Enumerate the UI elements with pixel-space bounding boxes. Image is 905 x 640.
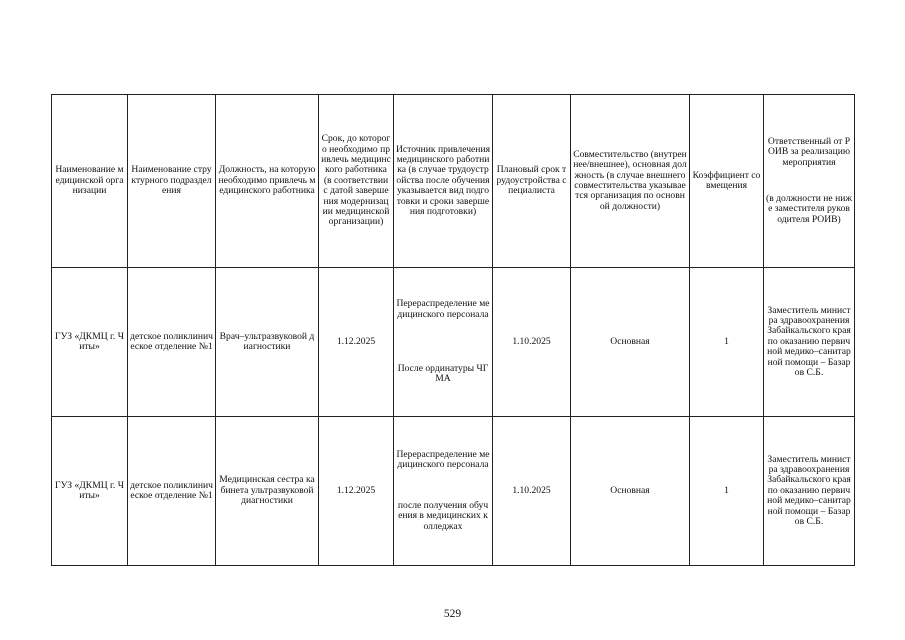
page-number: 529: [443, 608, 462, 620]
staffing-table: [51, 94, 855, 566]
cell-org: ГУЗ «ДКМЦ г. Читы»: [52, 417, 128, 566]
cell-deadline: 1.12.2025: [319, 268, 394, 417]
cell-source-top: Перераспределение медицинского персонала: [396, 448, 490, 471]
cell-source: [394, 268, 493, 417]
table-header-row: [52, 95, 855, 268]
table-row: [52, 268, 855, 417]
cell-position: Врач–ультразвуковой диагностики: [216, 268, 319, 417]
table-row: [52, 417, 855, 566]
cell-combination: Основная: [571, 268, 690, 417]
cell-source: [394, 417, 493, 566]
header-deadline: Срок, до которого необходимо привлечь медицинского работника (в соответствии с датой завершения модернизации медицинской организации): [319, 95, 394, 268]
cell-coefficient: 1: [690, 417, 764, 566]
cell-combination: Основная: [571, 417, 690, 566]
cell-unit: детское поликлиническое отделение №1: [128, 268, 216, 417]
header-position: Должность, на которую необходимо привлечь медицинского работника: [216, 95, 319, 268]
header-unit: Наименование структурного подразделения: [128, 95, 216, 268]
cell-deadline: 1.12.2025: [319, 417, 394, 566]
cell-source-top: Перераспределение медицинского персонала: [396, 298, 490, 320]
cell-org: ГУЗ «ДКМЦ г. Читы»: [52, 268, 128, 417]
cell-source-bottom: После ординатуры ЧГМА: [397, 363, 489, 385]
header-coefficient: Коэффициент совмещения: [690, 95, 764, 268]
cell-position: Медицинская сестра кабинета ультразвуковой диагностики: [216, 417, 319, 566]
header-responsible-bottom: (в должности не ниже заместителя руководителя РОИВ): [766, 193, 852, 225]
cell-coefficient: 1: [690, 268, 764, 417]
cell-responsible: Заместитель министра здравоохранения Забайкальского края по оказанию первичной медико–санитарной помощи – Базаров С.Б.: [764, 417, 855, 566]
cell-unit: детское поликлиническое отделение №1: [128, 417, 216, 566]
header-responsible: [764, 95, 855, 268]
cell-responsible: Заместитель министра здравоохранения Забайкальского края по оказанию первичной медико–санитарной помощи – Базаров С.Б.: [764, 268, 855, 417]
header-responsible-top: Ответственный от РОИВ за реализацию мероприятия: [767, 135, 851, 168]
header-combination: Совместительство (внутреннее/внешнее), основная должность (в случае внешнего совместительства указывается организация по основной должности): [571, 95, 690, 268]
cell-planned-term: 1.10.2025: [493, 417, 571, 566]
header-org: Наименование медицинской организации: [52, 95, 128, 268]
header-planned-term: Плановый срок трудоустройства специалиста: [493, 95, 571, 268]
header-source: Источник привлечения медицинского работника (в случае трудоустройства после обучения указывается вид подготовки и сроки завершения подготовки): [394, 95, 493, 268]
cell-source-bottom: после получения обучения в медицинских колледжах: [397, 499, 489, 532]
cell-planned-term: 1.10.2025: [493, 268, 571, 417]
